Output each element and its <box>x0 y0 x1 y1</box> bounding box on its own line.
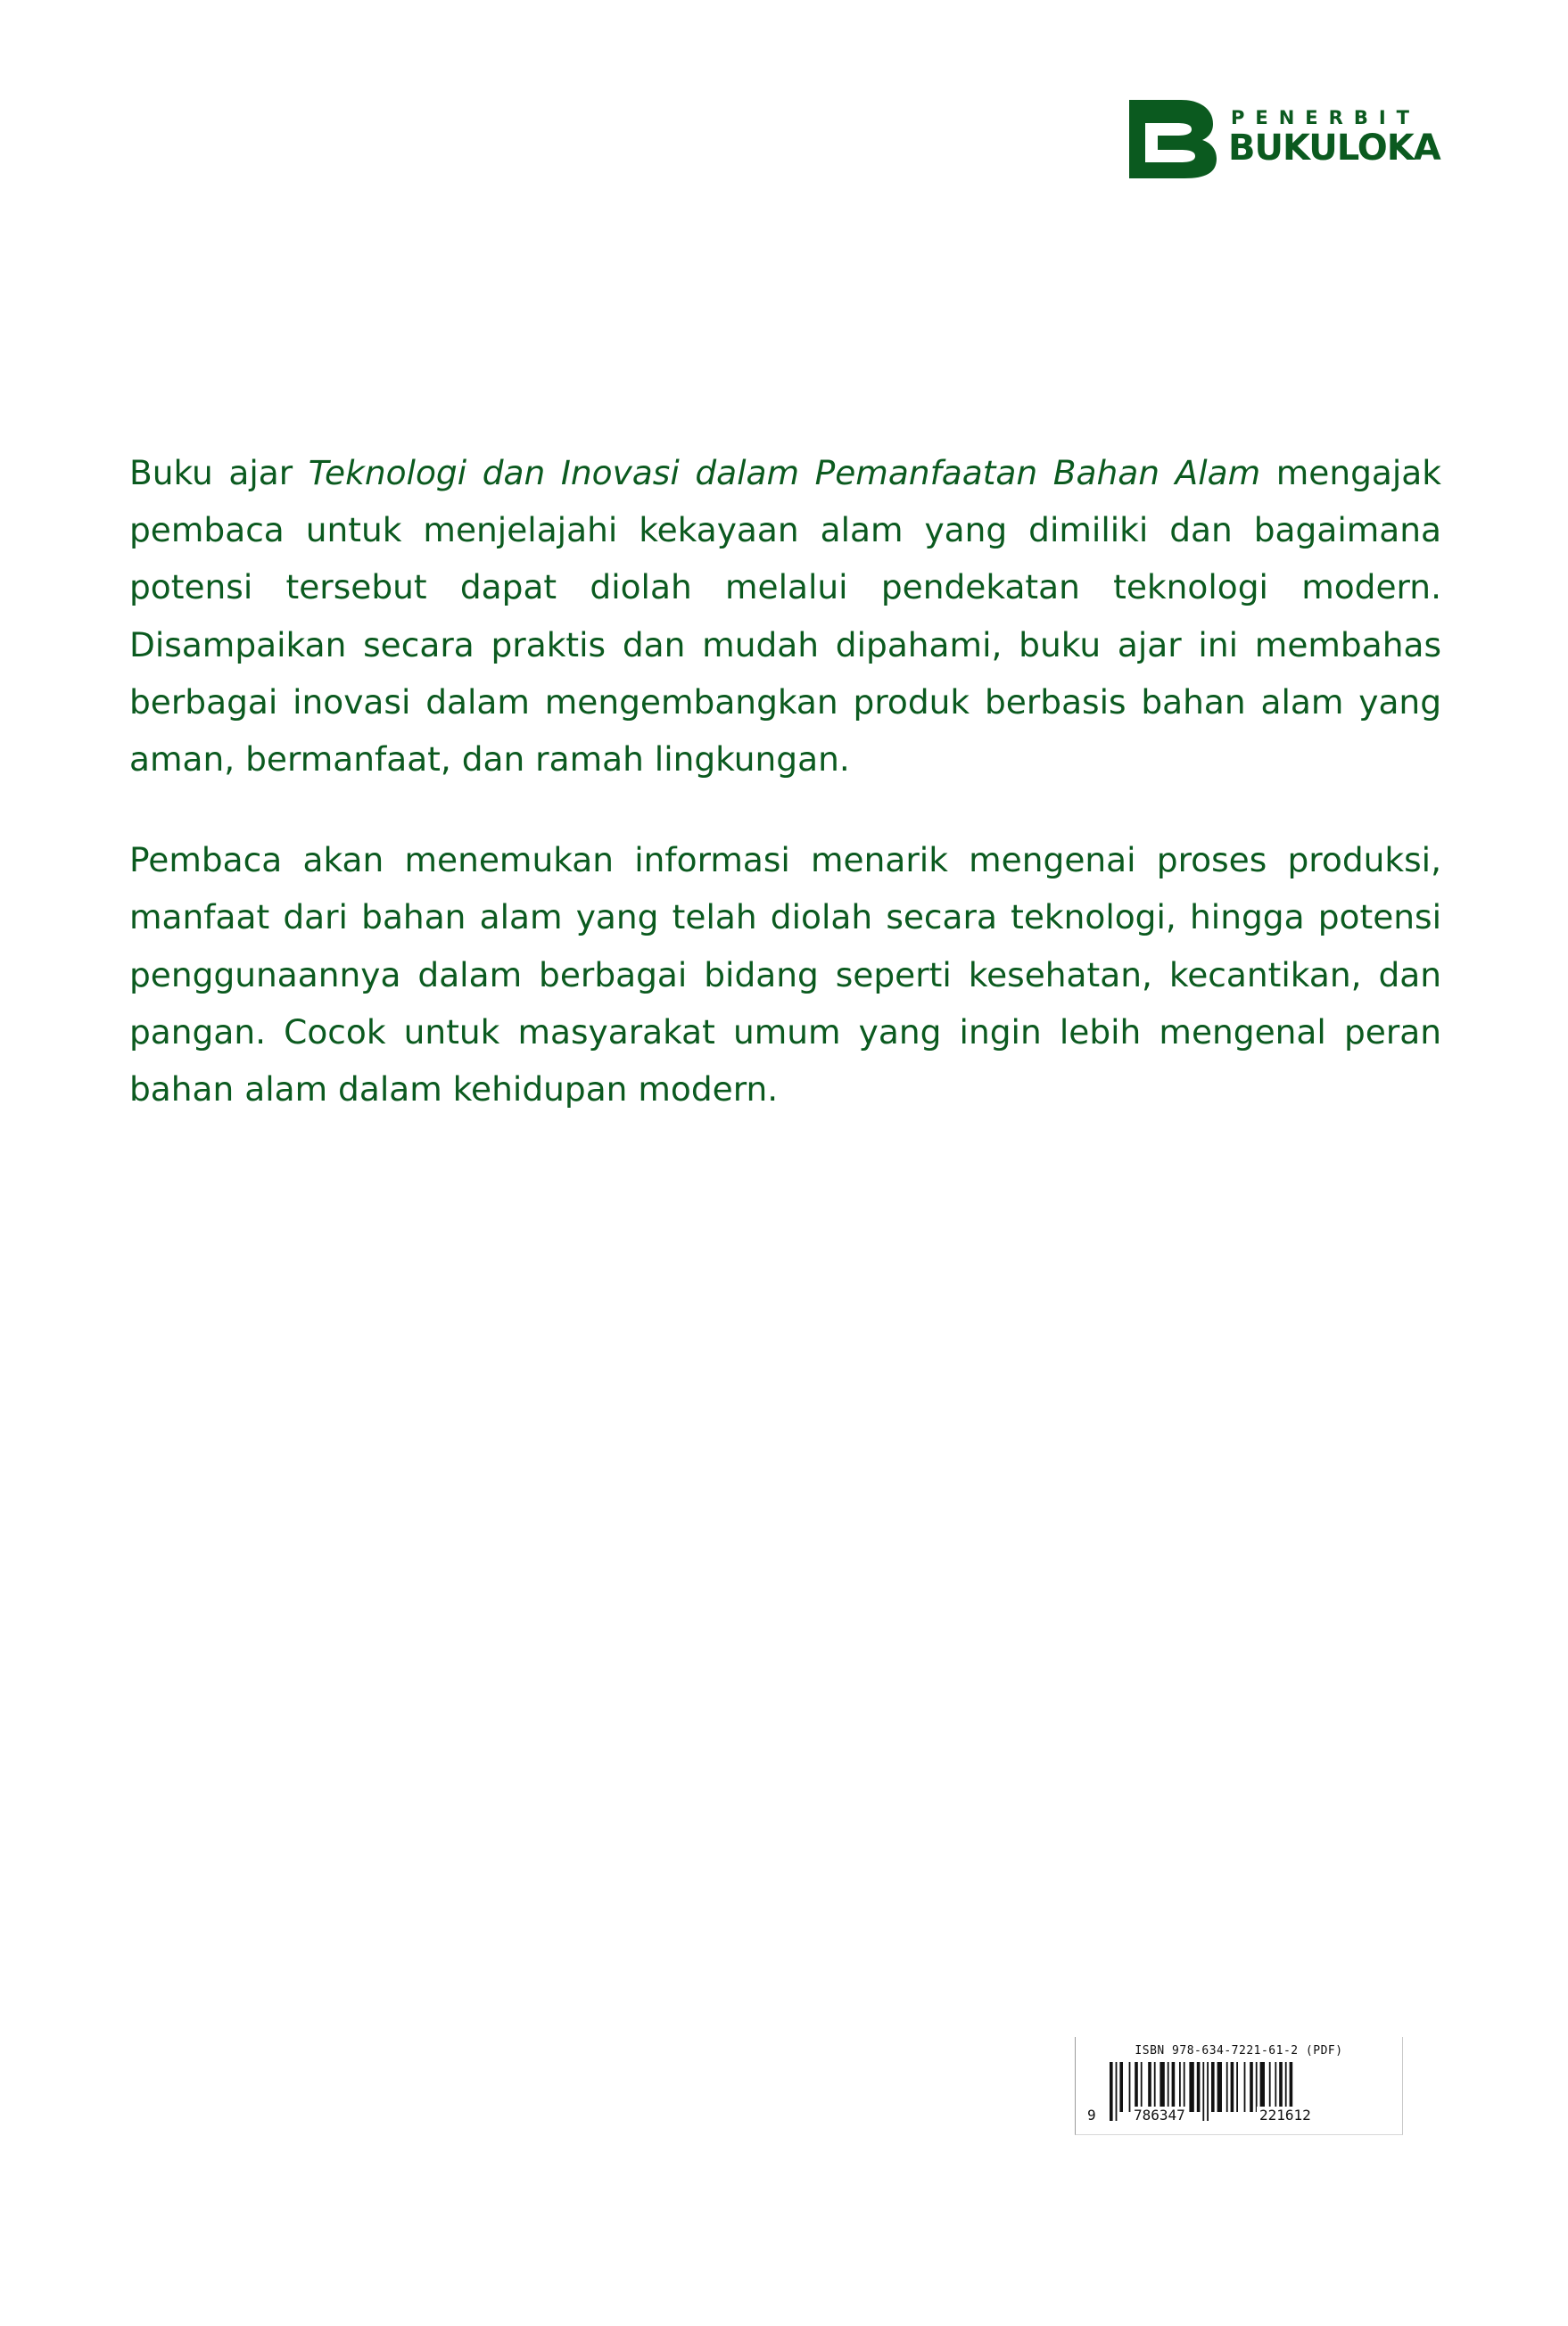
isbn-barcode <box>1075 2037 1403 2135</box>
bukuloka-b-logo-icon <box>1126 96 1224 178</box>
isbn-label: ISBN 978-634-7221-61-2 (PDF) <box>1135 2044 1343 2058</box>
publisher-name: BUKULOKA <box>1228 128 1440 169</box>
blurb-p1-prefix: Buku ajar <box>129 453 309 492</box>
publisher-logo <box>1126 96 1447 178</box>
blurb-paragraph-1 <box>129 444 1441 788</box>
blurb-p1-rest: mengajak pembaca untuk menjelajahi kekayaan alam yang dimiliki dan bagaimana potensi tersebut dapat diolah melalui pendekatan teknologi modern. Disampaikan secara praktis dan mudah dipahami, buku ajar ini membahas berbagai inovasi dalam mengembangkan produk berbasis bahan alam yang aman, bermanfaat, dan ramah lingkungan. <box>129 453 1441 779</box>
barcode-digit-lead: 9 <box>1085 2107 1099 2124</box>
back-cover-blurb <box>129 444 1441 1118</box>
blurb-paragraph-2: Pembaca akan menemukan informasi menarik mengenai proses produksi, manfaat dari bahan alam yang telah diolah secara teknologi, hingga potensi penggunaannya dalam berbagai bidang seperti kesehatan, kecantikan, dan pangan. Cocok untuk masyarakat umum yang ingin lebih mengenal peran bahan alam dalam kehidupan modern. <box>129 840 1441 1109</box>
publisher-label-small: PENERBIT <box>1231 107 1420 128</box>
book-title: Teknologi dan Inovasi dalam Pemanfaatan Bahan Alam <box>308 453 1261 492</box>
barcode-digits-right: 221612 <box>1257 2107 1314 2124</box>
barcode-digits-left: 786347 <box>1131 2107 1188 2124</box>
